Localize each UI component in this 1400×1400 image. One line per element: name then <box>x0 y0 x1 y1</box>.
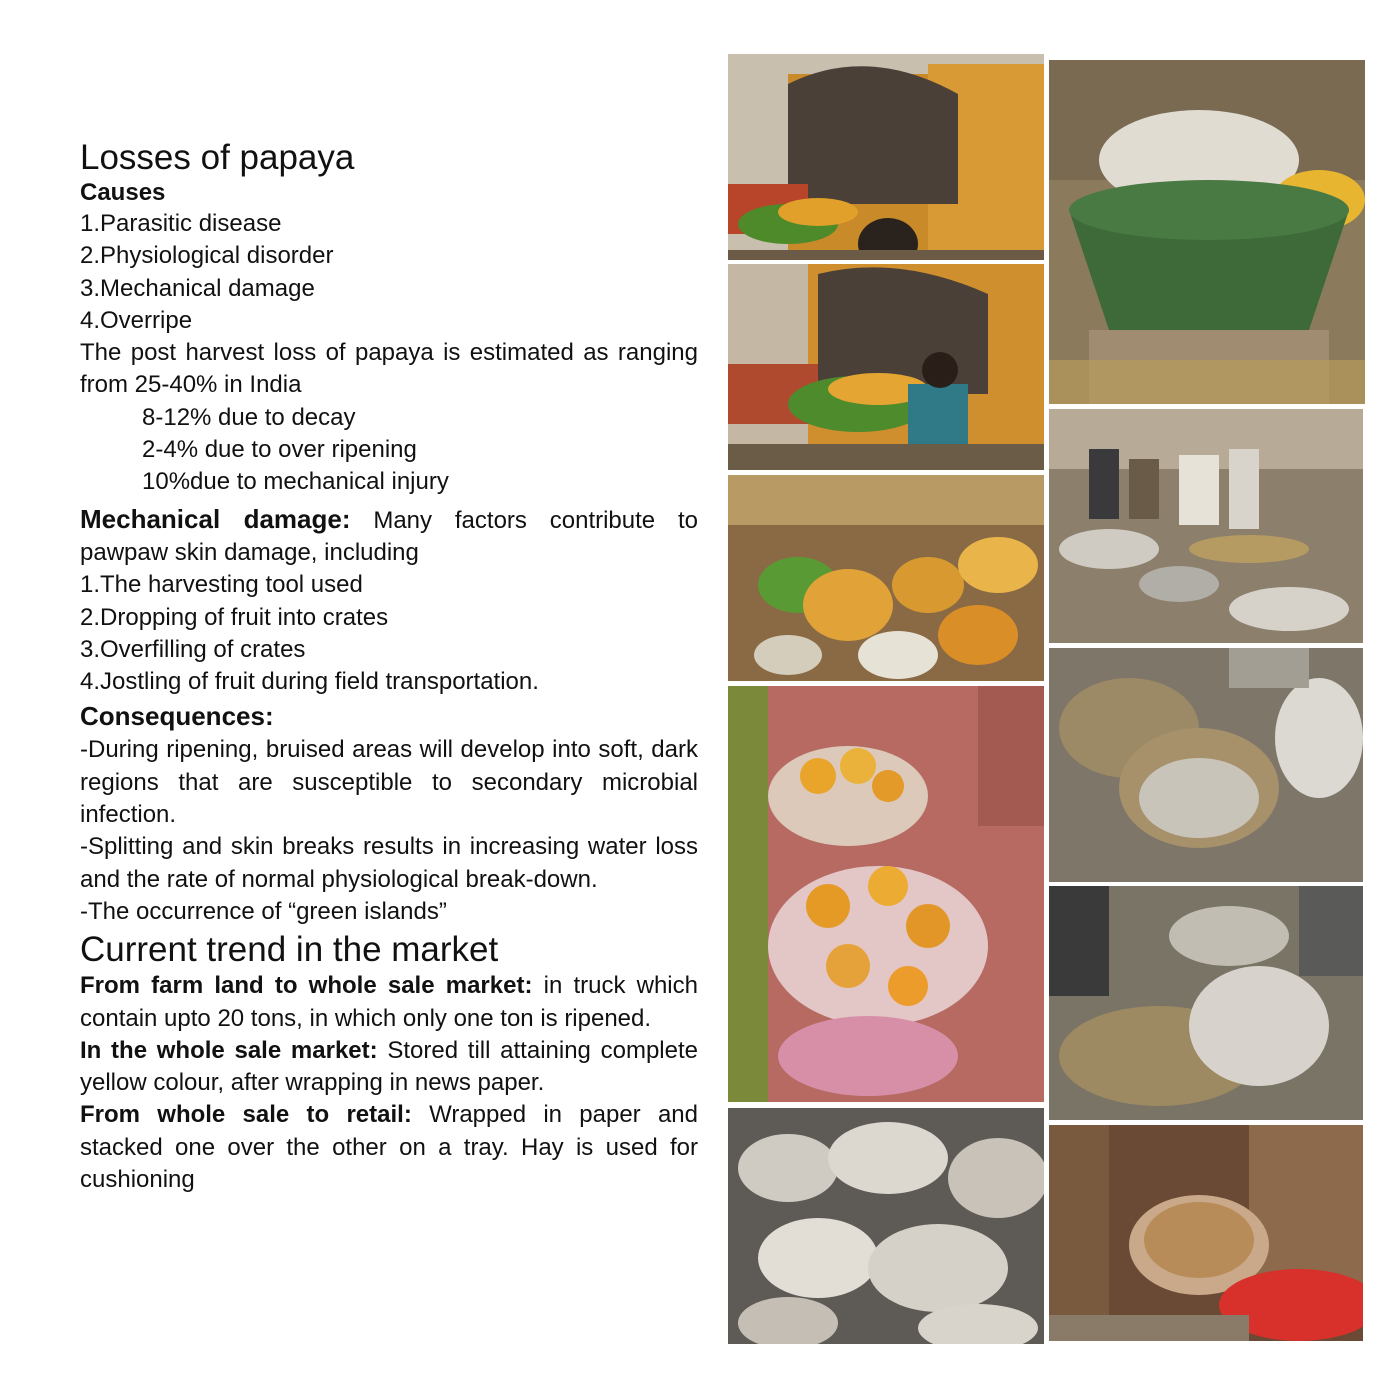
consequences-heading: Consequences: <box>80 701 274 732</box>
loss-estimate-text: The post harvest loss of papaya is estimated as ranging from 25-40% in India <box>80 339 698 399</box>
cause-item: 2.Physiological disorder <box>80 242 334 270</box>
cause-item: 3.Mechanical damage <box>80 274 315 302</box>
damage-factor-item: 1.The harvesting tool used <box>80 571 363 599</box>
photo-red-netting-bundle <box>1049 1125 1363 1341</box>
consequence-item: -During ripening, bruised areas will develop into soft, dark regions that are susceptible to secondary microbial infection. <box>80 736 698 829</box>
damage-factor-item: 4.Jostling of fruit during field transportation. <box>80 668 539 696</box>
photo-wrapped-bundle <box>1049 886 1363 1120</box>
mechanical-damage-heading: Mechanical damage: <box>80 503 351 534</box>
photo-wrapped-papayas-crate <box>728 475 1044 681</box>
trend-paragraph <box>80 1099 698 1196</box>
trend-paragraph <box>80 970 698 1035</box>
damage-factor-item: 3.Overfilling of crates <box>80 635 306 663</box>
photo-unloading-truck <box>728 264 1044 470</box>
trend-heading: Current trend in the market <box>80 930 499 970</box>
mechanical-damage-paragraph <box>80 503 698 570</box>
causes-heading: Causes <box>80 179 166 206</box>
photo-papayas-red-floor <box>728 686 1044 1102</box>
page-title: Losses of papaya <box>80 138 355 177</box>
photo-basin-on-scale <box>1049 60 1365 404</box>
cause-item: 1.Parasitic disease <box>80 210 282 237</box>
trend-text: in truck which contain upto 20 tons, in which only one ton is ripened. <box>80 972 698 1032</box>
trend-label: From whole sale to retail: <box>80 1101 412 1129</box>
cause-item: 4.Overripe <box>80 306 193 334</box>
consequence-item: -Splitting and skin breaks results in increasing water loss and the rate of normal physiological break-down. <box>80 833 698 893</box>
loss-breakdown-item: 2-4% due to over ripening <box>142 436 417 464</box>
photo-hay-bundles <box>1049 648 1363 882</box>
trend-text: Stored till attaining complete yellow colour, after wrapping in news paper. <box>80 1036 698 1097</box>
damage-factor-item: 2.Dropping of fruit into crates <box>80 603 389 631</box>
trend-text: Wrapped in paper and stacked one over the other on a tray. Hay is used for cushioning <box>80 1101 698 1194</box>
text-column <box>80 138 698 1196</box>
trend-label: From farm land to whole sale market: <box>80 972 533 1000</box>
consequence-item: -The occurrence of “green islands” <box>80 897 447 925</box>
trend-paragraph <box>80 1035 698 1100</box>
loss-breakdown-item: 8-12% due to decay <box>142 403 356 431</box>
photo-truck-papayas <box>728 54 1044 260</box>
trend-label: In the whole sale market: <box>80 1036 378 1064</box>
photo-newspaper-pile <box>728 1108 1044 1344</box>
mechanical-damage-text: Many factors contribute to pawpaw skin damage, including <box>80 506 699 566</box>
loss-breakdown-item: 10%due to mechanical injury <box>142 468 449 496</box>
photo-market-yard-workers <box>1049 409 1363 643</box>
